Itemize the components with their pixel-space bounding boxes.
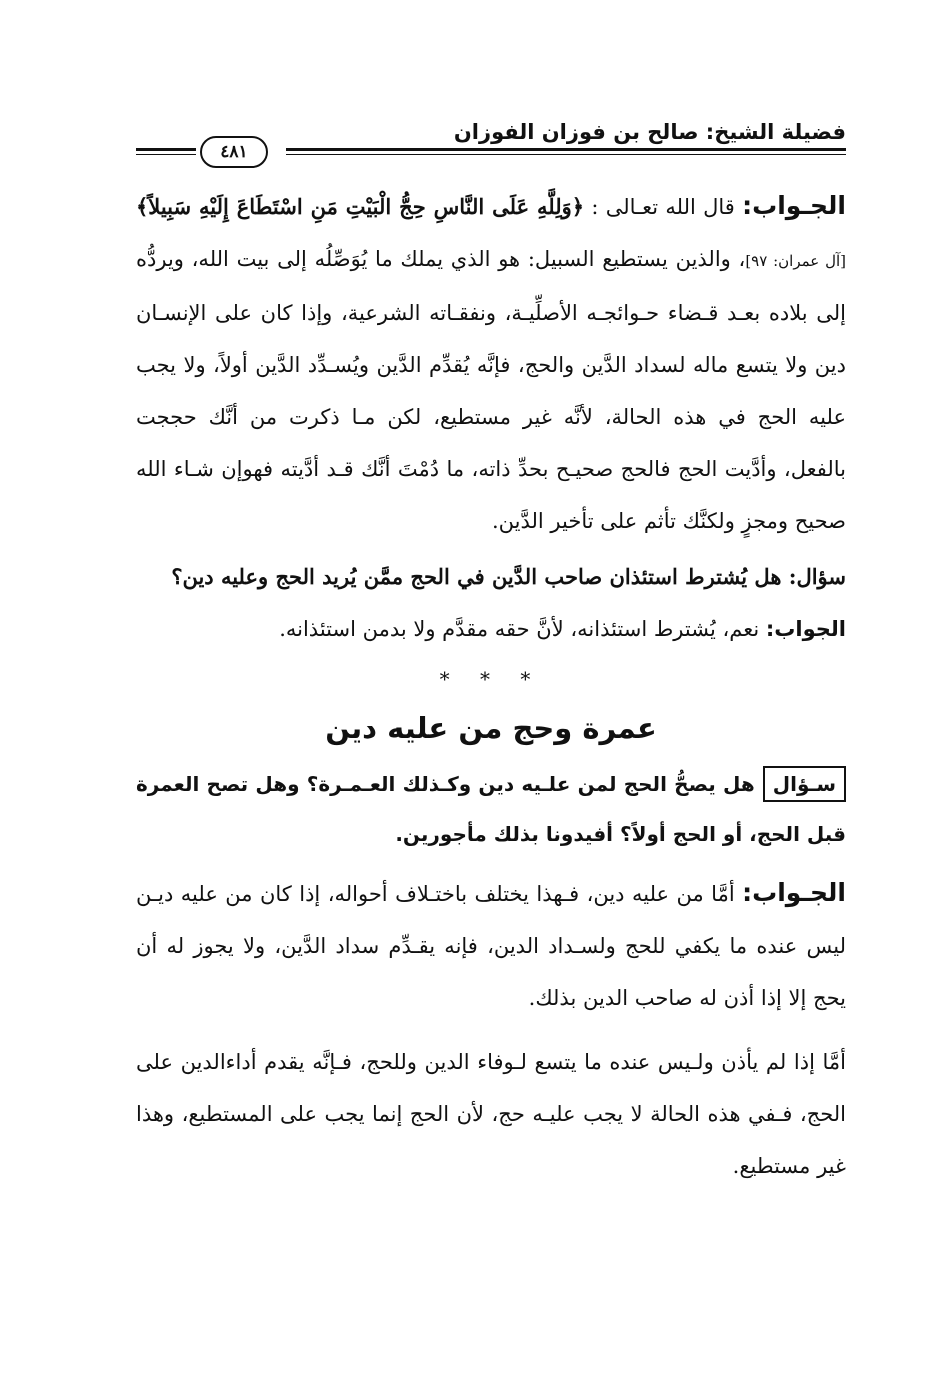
- answer-intro: قال الله تعـالى :: [591, 195, 735, 219]
- page-number: ٤٨١: [200, 136, 268, 168]
- answer-block-paragraph-1: [136, 867, 846, 1024]
- document-page: [136, 110, 846, 1192]
- answer-block-label: الجـواب:: [742, 878, 846, 907]
- answer-paragraph-1: [136, 180, 846, 547]
- header-rule-thick-left: [136, 148, 196, 151]
- question-text: هل يصحُّ الحج لمن علـيه دين وكـذلك العـمـرة؟ وهل تصح العمرة قبل الحج، أو الحج أولاً؟ أفيدونا بذلك مأجورين.: [136, 772, 846, 846]
- verse-reference: [آل عمران: ٩٧]: [745, 252, 846, 270]
- section-separator: * * *: [439, 667, 543, 691]
- answer-block-text-1: أمَّا من عليه دين، فـهذا يختلف باختـلاف أحواله، إذا كان من عليه ديـن ليس عنده ما يكفي للحج ولسـداد الدين، فإنه يقـدِّم سداد الدَّين، ولا يجوز له أن يحج إلا إذا أذن له صاحب الدين بذلك.: [136, 882, 846, 1010]
- running-header: [136, 110, 846, 162]
- answer-body: ، والذين يستطيع السبيل: هو الذي يملك ما يُوَصِّلُه إلى بيت الله، ويردُّه إلى بلاده بعـد قـضاء حـوائجـه الأصلِّيـة، ونفقـاته الشرعية، وإذا كان على الإنسـان دين ولا يتسع ماله لسداد الدَّين والحج، فإنَّه يُقدِّم الدَّين ويُسـدِّد الدَّين أولاً، ولا يجب عليه الحج في هذه الحالة، لأنَّه غير مستطيع، لكن مـا ذكرت من أنَّك حججت بالفعل، وأدَّيت الحج فالحج صحيـح بحدِّ ذاته، ما دُمْتَ أنَّك قـد أدَّيته فهوإن شـاء الله صحيح ومجزٍ ولكنَّك تأثم على تأخير الدَّين.: [136, 247, 846, 533]
- quran-verse: ﴿وَلِلَّهِ عَلَى النَّاسِ حِجُّ الْبَيْتِ مَنِ اسْتَطَاعَ إِلَيْهِ سَبِيلاً﴾: [136, 194, 585, 219]
- question-label-box: سـؤال: [763, 766, 846, 802]
- page-content: [136, 180, 846, 1192]
- question-block: [136, 759, 846, 859]
- short-answer: [136, 603, 846, 655]
- question-line: سؤال: هل يُشترط استئذان صاحب الدَّين في الحج ممَّن يُريد الحج وعليه دين؟: [171, 564, 846, 589]
- header-rule-thin-left: [136, 154, 196, 155]
- header-title: فضيلة الشيخ: صالح بن فوزان الفوزان: [453, 120, 846, 144]
- header-rule-thick: [286, 148, 846, 151]
- header-rule-thin: [286, 154, 846, 155]
- answer-label: الجـواب:: [742, 191, 846, 220]
- short-answer-text: نعم، يُشترط استئذانه، لأنَّ حقه مقدَّم ولا بدمن استئذانه.: [279, 617, 760, 641]
- answer-block-paragraph-2: أمَّا إذا لم يأذن ولـيس عنده ما يتسع لـوفاء الدين وللحج، فـإنَّه يقدم أداءالدين على الحج، فـفي هذه الحالة لا يجب عليـه حج، لأن الحج إنما يجب على المستطيع، وهذا غير مستطيع.: [136, 1050, 846, 1178]
- section-title: عمرة وحج من عليه دين: [325, 711, 657, 745]
- short-answer-label: الجواب:: [765, 617, 846, 641]
